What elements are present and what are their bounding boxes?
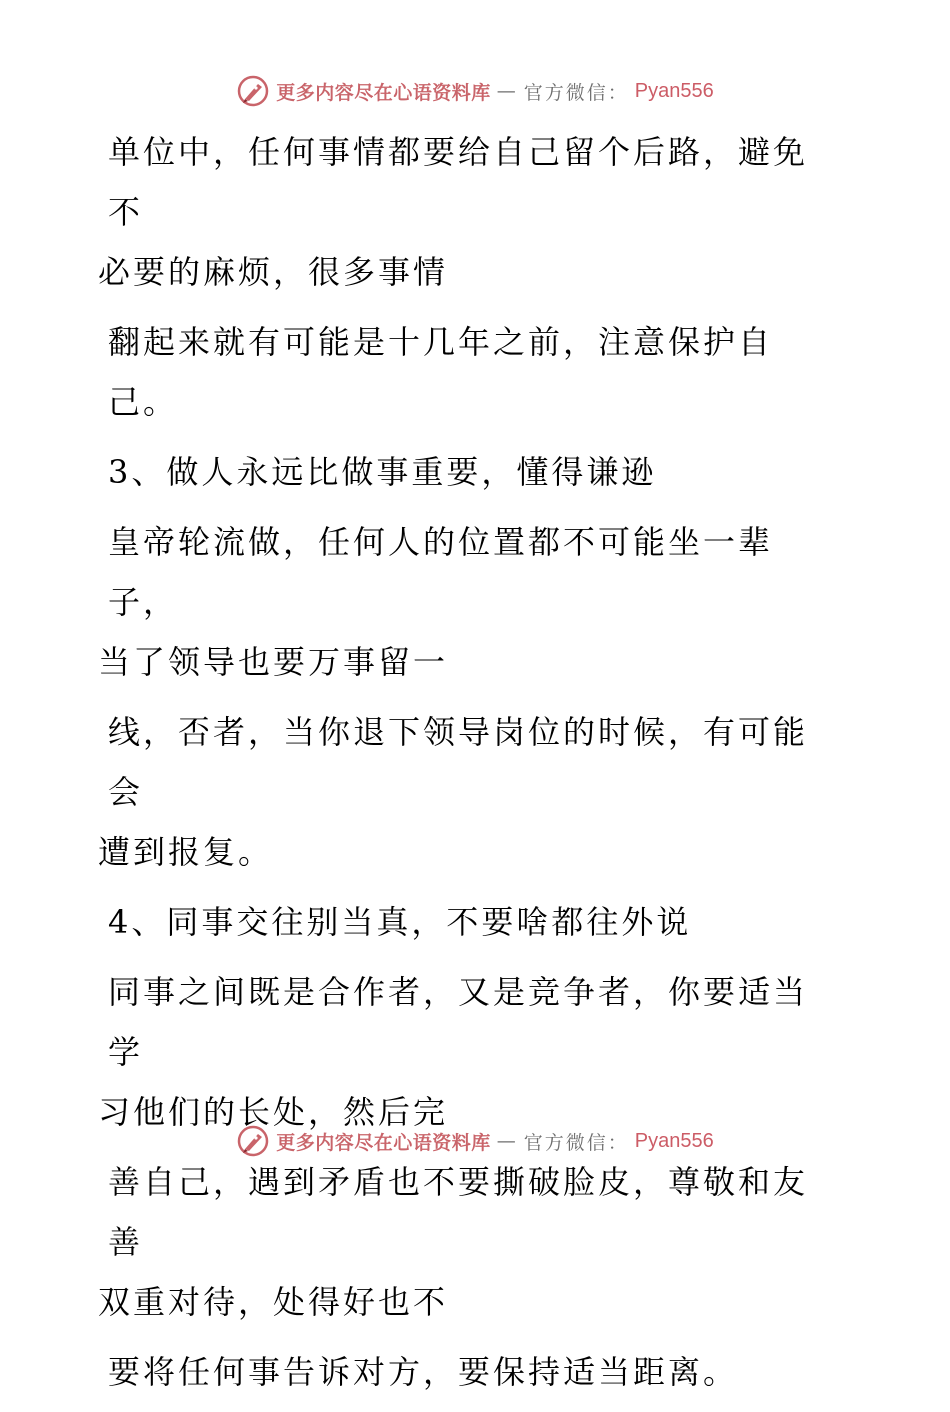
section-heading [98,892,838,952]
paragraph-line: 要将任何事告诉对方，要保持适当距离。 [108,1353,739,1391]
paragraph-line: 遭到报复。 [98,833,274,871]
watermark-brand-text: 更多内容尽在心语资料库 [276,1131,491,1154]
paragraph-line: 当了领导也要万事留一 [98,643,449,681]
paragraph-line: 3、做人永远比做事重要，懂得谦逊 [108,453,657,491]
watermark-official-text: 官方微信： [523,1131,629,1154]
paragraph [98,702,838,882]
paragraph-line: 4、同事交往别当真，不要啥都往外说 [108,903,692,941]
pen-nib-circle-icon [236,1124,270,1158]
paragraph [98,1342,838,1402]
paragraph [98,962,838,1142]
paragraph-line: 善自己，遇到矛盾也不要撕破脸皮，尊敬和友善 [108,1163,809,1261]
paragraph-line: 线，否者，当你退下领导岗位的时候，有可能会 [108,713,809,811]
watermark-id: Pyan556 [634,1129,714,1152]
footer-watermark [0,1121,950,1161]
paragraph-line: 同事之间既是合作者，又是竞争者，你要适当学 [108,973,809,1071]
document-body [98,122,838,1412]
paragraph-line: 皇帝轮流做，任何人的位置都不可能坐一辈子， [108,523,774,621]
section-heading [98,442,838,502]
header-watermark [0,71,950,111]
paragraph [98,312,838,432]
paragraph-line: 双重对待，处得好也不 [98,1283,449,1321]
paragraph-line: 必要的麻烦，很多事情 [98,253,449,291]
paragraph [98,122,838,302]
watermark-official-text: 官方微信： [523,81,629,104]
watermark-brand-text: 更多内容尽在心语资料库 [276,81,491,104]
paragraph-line: 翻起来就有可能是十几年之前，注意保护自己。 [108,323,774,421]
paragraph [98,512,838,692]
watermark-dash: — [496,1130,518,1152]
pen-nib-circle-icon [236,74,270,108]
paragraph [98,1152,838,1332]
paragraph-line: 单位中，任何事情都要给自己留个后路，避免不 [108,133,809,231]
paragraph-line: 习他们的长处，然后完 [98,1093,449,1131]
watermark-id: Pyan556 [634,79,714,102]
watermark-dash: — [496,80,518,102]
